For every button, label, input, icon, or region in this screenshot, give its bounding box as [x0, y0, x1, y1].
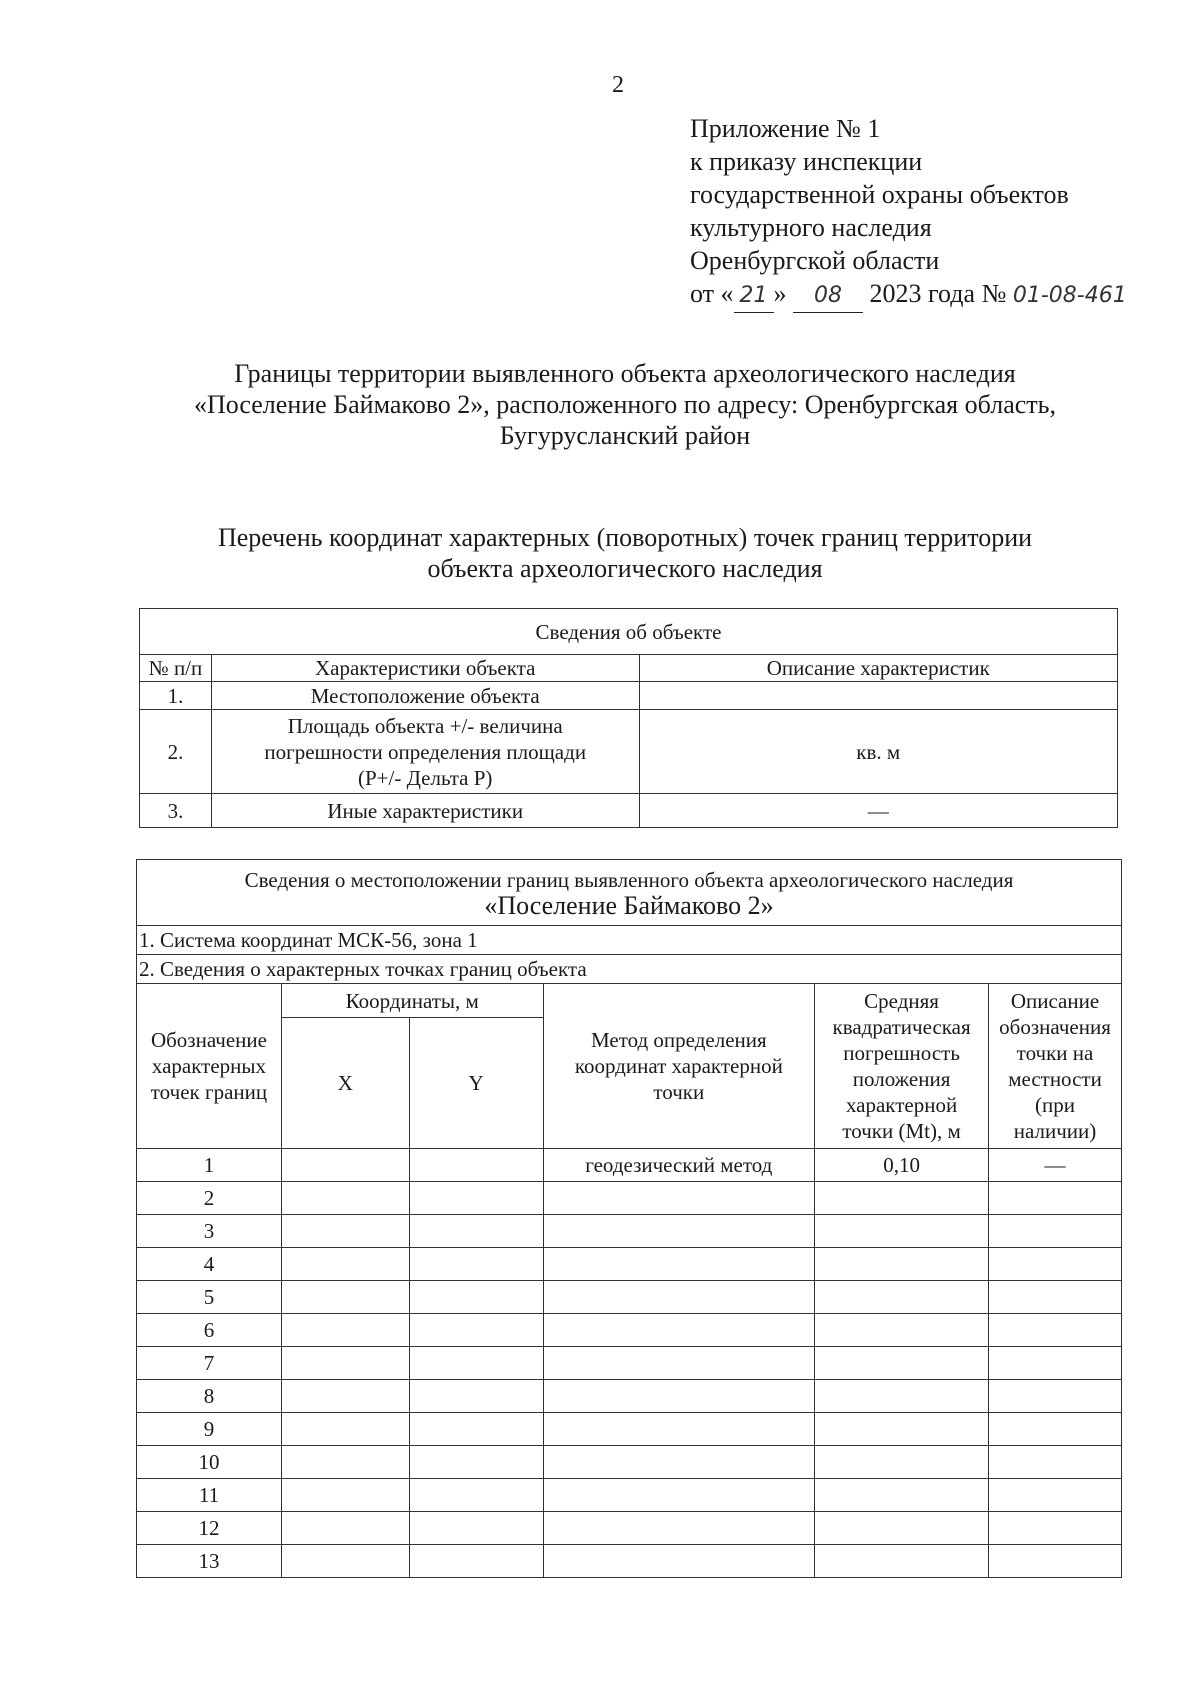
point-description — [989, 1314, 1122, 1347]
table-row — [137, 1248, 1122, 1281]
row-num: 3. — [140, 794, 212, 828]
row-name-line: погрешности определения площади — [264, 739, 587, 764]
point-x — [281, 1380, 409, 1413]
point-number: 3 — [137, 1215, 282, 1248]
appendix-block — [690, 112, 1127, 313]
header-text: точки — [653, 1080, 705, 1104]
table-row — [137, 1479, 1122, 1512]
header-text: Метод определения — [590, 1028, 767, 1052]
header-text: точек границ — [150, 1080, 268, 1104]
point-x — [281, 1281, 409, 1314]
header-line: Сведения о местоположении границ выявленного объекта археологического наследия — [244, 867, 1014, 892]
order-date-line — [690, 277, 1127, 313]
point-y — [409, 1413, 543, 1446]
table-row — [137, 1281, 1122, 1314]
row-name — [211, 710, 639, 794]
point-description — [989, 1347, 1122, 1380]
order-year: 2023 года № — [869, 279, 1007, 308]
header-text: характерных — [151, 1054, 267, 1078]
object-table-header: Сведения об объекте — [140, 609, 1118, 655]
date-prefix: от « — [690, 279, 734, 308]
point-y — [409, 1314, 543, 1347]
title-line: «Поселение Баймаково 2», расположенного по адресу: Оренбургская область, — [193, 390, 1056, 419]
point-description — [989, 1446, 1122, 1479]
table-row — [137, 1347, 1122, 1380]
point-method — [543, 1545, 815, 1578]
col-x-header: X — [281, 1018, 409, 1149]
header-text: обозначения — [999, 1015, 1111, 1039]
point-x — [281, 1215, 409, 1248]
point-x — [281, 1446, 409, 1479]
point-description: — — [989, 1149, 1122, 1182]
table-row — [140, 710, 1118, 794]
boundary-points-table — [136, 859, 1122, 1578]
point-method — [543, 1215, 815, 1248]
point-method — [543, 1446, 815, 1479]
table-row — [140, 682, 1118, 710]
point-error — [815, 1215, 989, 1248]
col-coords-header: Координаты, м — [281, 984, 543, 1018]
header-text: (при — [1035, 1093, 1075, 1117]
point-error — [815, 1479, 989, 1512]
subtitle-line: объекта археологического наследия — [427, 554, 823, 583]
point-description — [989, 1281, 1122, 1314]
point-error — [815, 1545, 989, 1578]
header-text: наличии) — [1013, 1119, 1097, 1143]
point-y — [409, 1215, 543, 1248]
point-x — [281, 1479, 409, 1512]
header-line: «Поселение Баймаково 2» — [484, 890, 774, 920]
table-row — [137, 1215, 1122, 1248]
header-text: характерной — [845, 1093, 958, 1117]
point-method — [543, 1248, 815, 1281]
points-section-title: 2. Сведения о характерных точках границ объекта — [137, 955, 1122, 984]
header-text: Описание — [1010, 989, 1100, 1013]
point-y — [409, 1545, 543, 1578]
date-mid: » — [773, 279, 787, 308]
point-error — [815, 1446, 989, 1479]
point-number: 9 — [137, 1413, 282, 1446]
point-x — [281, 1149, 409, 1182]
point-error — [815, 1413, 989, 1446]
point-number: 4 — [137, 1248, 282, 1281]
point-x — [281, 1314, 409, 1347]
point-number: 5 — [137, 1281, 282, 1314]
location-table-header — [137, 860, 1122, 926]
header-text: Средняя — [864, 989, 939, 1013]
header-text: местности — [1008, 1067, 1102, 1091]
document-subtitle — [60, 522, 1190, 584]
point-y — [409, 1248, 543, 1281]
appendix-line: культурного наследия — [690, 213, 932, 242]
header-text: положения — [852, 1067, 951, 1091]
point-y — [409, 1347, 543, 1380]
point-description — [989, 1545, 1122, 1578]
point-method: геодезический метод — [543, 1149, 815, 1182]
table-row — [137, 1149, 1122, 1182]
point-number: 1 — [137, 1149, 282, 1182]
row-desc — [639, 682, 1117, 710]
table-row — [137, 1380, 1122, 1413]
point-number: 2 — [137, 1182, 282, 1215]
point-x — [281, 1347, 409, 1380]
point-error — [815, 1512, 989, 1545]
title-line: Границы территории выявленного объекта археологического наследия — [234, 359, 1016, 388]
point-description — [989, 1512, 1122, 1545]
table-row — [137, 1512, 1122, 1545]
point-y — [409, 1446, 543, 1479]
header-text: погрешность — [843, 1041, 960, 1065]
row-num: 1. — [140, 682, 212, 710]
col-method-header — [543, 984, 815, 1149]
order-month: 08 — [793, 279, 863, 313]
order-number: 01-08-461 — [1012, 283, 1127, 308]
point-x — [281, 1512, 409, 1545]
point-description — [989, 1479, 1122, 1512]
point-method — [543, 1347, 815, 1380]
point-method — [543, 1281, 815, 1314]
header-text: Обозначение — [150, 1028, 267, 1052]
point-error — [815, 1347, 989, 1380]
point-description — [989, 1215, 1122, 1248]
appendix-line: Оренбургской области — [690, 246, 940, 275]
row-desc: кв. м — [639, 710, 1117, 794]
point-x — [281, 1248, 409, 1281]
point-method — [543, 1479, 815, 1512]
point-y — [409, 1512, 543, 1545]
point-method — [543, 1413, 815, 1446]
point-error — [815, 1248, 989, 1281]
point-number: 6 — [137, 1314, 282, 1347]
point-number: 10 — [137, 1446, 282, 1479]
header-text: точки (Mt), м — [842, 1119, 961, 1143]
point-number: 8 — [137, 1380, 282, 1413]
point-description — [989, 1182, 1122, 1215]
table-row — [137, 1413, 1122, 1446]
col-description-header — [989, 984, 1122, 1149]
point-number: 11 — [137, 1479, 282, 1512]
object-info-table — [139, 608, 1118, 828]
header-text: квадратическая — [832, 1015, 971, 1039]
point-description — [989, 1413, 1122, 1446]
col-error-header — [815, 984, 989, 1149]
row-name: Местоположение объекта — [211, 682, 639, 710]
point-description — [989, 1248, 1122, 1281]
row-num: 2. — [140, 710, 212, 794]
point-method — [543, 1314, 815, 1347]
table-row — [137, 1182, 1122, 1215]
point-method — [543, 1380, 815, 1413]
header-text: точки на — [1016, 1041, 1094, 1065]
col-num-header: № п/п — [140, 655, 212, 682]
subtitle-line: Перечень координат характерных (поворотных) точек границ территории — [217, 523, 1033, 552]
point-description — [989, 1380, 1122, 1413]
table-row — [137, 1314, 1122, 1347]
point-method — [543, 1182, 815, 1215]
row-name: Иные характеристики — [211, 794, 639, 828]
appendix-line: к приказу инспекции — [690, 147, 923, 176]
point-y — [409, 1182, 543, 1215]
point-error: 0,10 — [815, 1149, 989, 1182]
document-title — [60, 358, 1190, 451]
row-desc: — — [639, 794, 1117, 828]
point-y — [409, 1149, 543, 1182]
page-number: 2 — [612, 72, 624, 98]
point-x — [281, 1413, 409, 1446]
point-method — [543, 1512, 815, 1545]
point-x — [281, 1545, 409, 1578]
point-number: 13 — [137, 1545, 282, 1578]
table-row — [137, 1446, 1122, 1479]
point-error — [815, 1182, 989, 1215]
coordinate-system: 1. Система координат МСК-56, зона 1 — [137, 926, 1122, 955]
title-line: Бугурусланский район — [499, 421, 751, 450]
col-y-header: Y — [409, 1018, 543, 1149]
point-y — [409, 1479, 543, 1512]
col-description-header: Описание характеристик — [639, 655, 1117, 682]
point-error — [815, 1380, 989, 1413]
point-y — [409, 1281, 543, 1314]
appendix-line: Приложение № 1 — [690, 114, 881, 143]
point-error — [815, 1314, 989, 1347]
header-text: координат характерной — [574, 1054, 783, 1078]
table-row — [137, 1545, 1122, 1578]
point-y — [409, 1380, 543, 1413]
col-designation-header — [137, 984, 282, 1149]
col-characteristic-header: Характеристики объекта — [211, 655, 639, 682]
point-number: 7 — [137, 1347, 282, 1380]
appendix-line: государственной охраны объектов — [690, 180, 1069, 209]
order-day: 21 — [734, 279, 774, 313]
row-name-line: (P+/- Дельта P) — [358, 765, 493, 790]
table-row — [140, 794, 1118, 828]
row-name-line: Площадь объекта +/- величина — [287, 713, 563, 738]
point-error — [815, 1281, 989, 1314]
point-x — [281, 1182, 409, 1215]
point-number: 12 — [137, 1512, 282, 1545]
